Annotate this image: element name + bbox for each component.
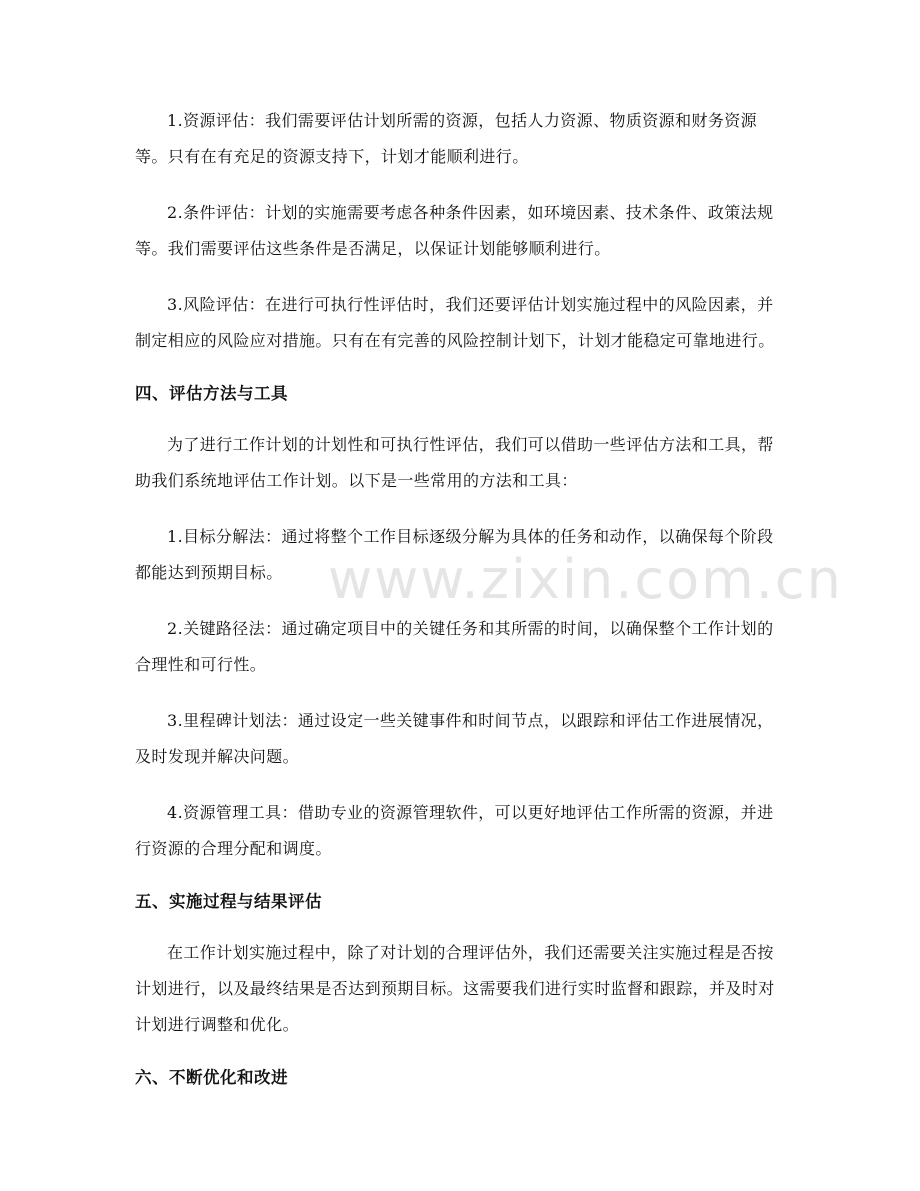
paragraph-methods-intro: 为了进行工作计划的计划性和可执行性评估，我们可以借助一些评估方法和工具，帮助我们系统地评估工作计划。以下是一些常用的方法和工具：: [135, 435, 774, 490]
paragraph-critical-path: 2.关键路径法：通过确定项目中的关键任务和其所需的时间，以确保整个工作计划的合理性和可行性。: [135, 619, 774, 674]
section-heading-4: 四、评估方法与工具: [135, 384, 288, 403]
paragraph-milestone-plan: 3.里程碑计划法：通过设定一些关键事件和时间节点，以跟踪和评估工作进展情况，及时发现并解决问题。: [135, 711, 774, 766]
paragraph-implementation: 在工作计划实施过程中，除了对计划的合理评估外，我们还需要关注实施过程是否按计划进行，以及最终结果是否达到预期目标。这需要我们进行实时监督和跟踪，并及时对计划进行调整和优化。: [135, 943, 775, 1034]
paragraph-risk-assessment: 3.风险评估：在进行可执行性评估时，我们还要评估计划实施过程中的风险因素，并制定相应的风险应对措施。只有在有完善的风险控制计划下，计划才能稳定可靠地进行。: [135, 295, 775, 350]
paragraph-goal-decomposition: 1.目标分解法：通过将整个工作目标逐级分解为具体的任务和动作，以确保每个阶段都能达到预期目标。: [135, 527, 774, 582]
paragraph-resource-assessment: 1.资源评估：我们需要评估计划所需的资源，包括人力资源、物质资源和财务资源等。只有在有充足的资源支持下，计划才能顺利进行。: [135, 111, 758, 166]
section-heading-6: 六、不断优化和改进: [135, 1068, 288, 1087]
paragraph-resource-tools: 4.资源管理工具：借助专业的资源管理软件，可以更好地评估工作所需的资源，并进行资源的合理分配和调度。: [135, 803, 774, 858]
section-heading-5: 五、实施过程与结果评估: [135, 892, 322, 911]
document-body: [135, 103, 785, 1111]
watermark: www.zixin.com.cn: [328, 548, 843, 611]
paragraph-condition-assessment: 2.条件评估：计划的实施需要考虑各种条件因素，如环境因素、技术条件、政策法规等。我们需要评估这些条件是否满足，以保证计划能够顺利进行。: [135, 203, 774, 258]
